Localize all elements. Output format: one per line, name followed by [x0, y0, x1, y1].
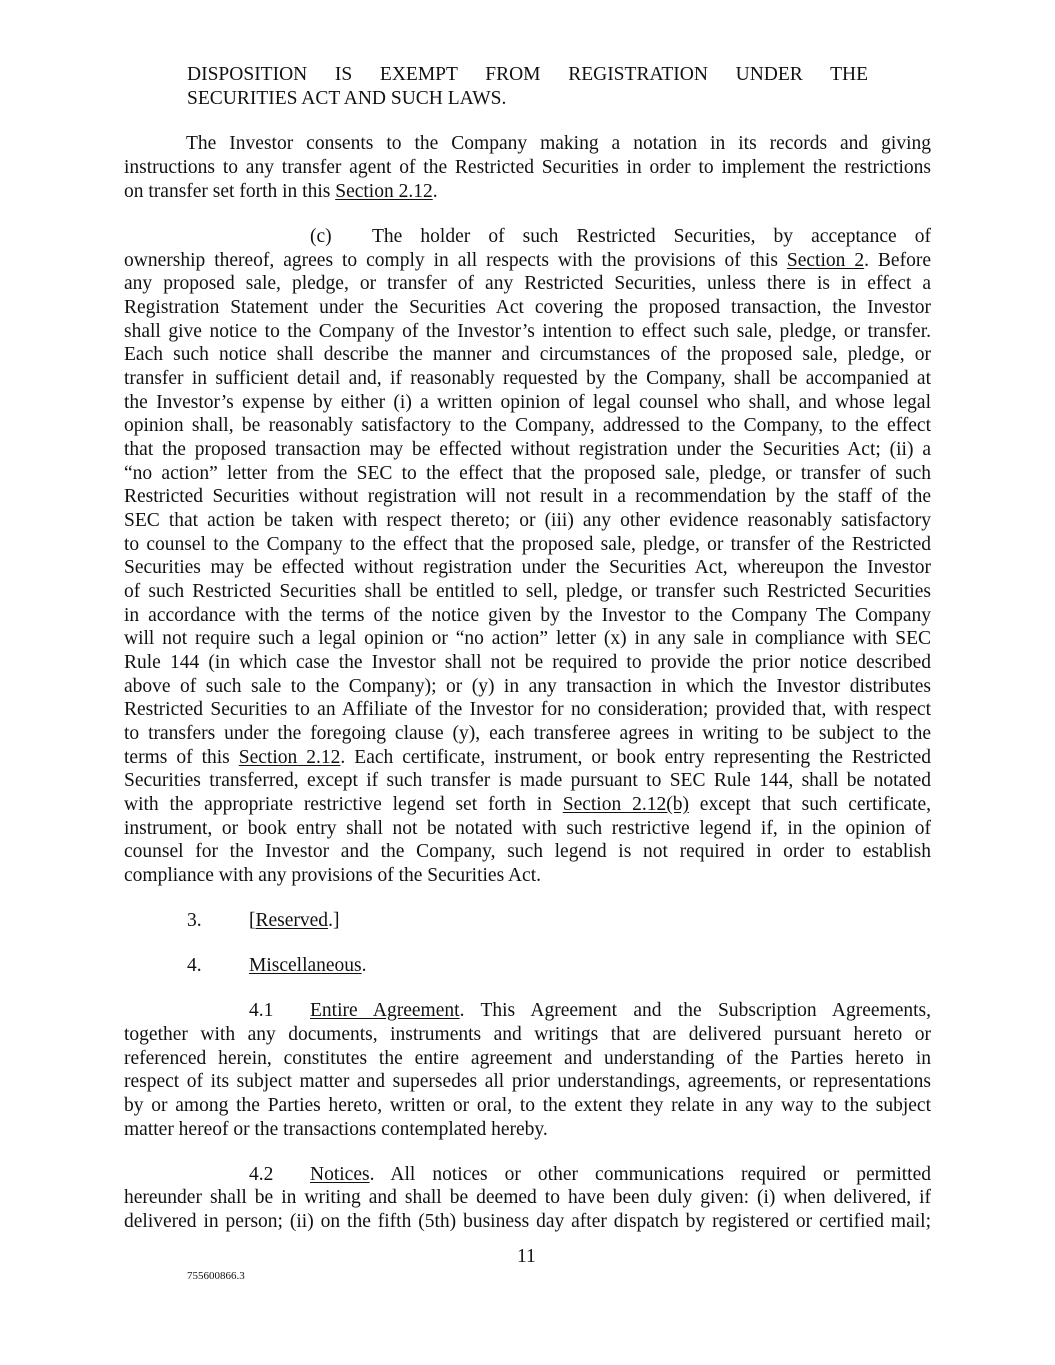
section-4-1-title: Entire Agreement	[310, 1000, 460, 1021]
section-reference-link[interactable]: Section 2	[786, 250, 865, 271]
section-4-2-number: 4.2	[249, 1164, 274, 1185]
consent-paragraph-line: instructions to any transfer agent of the Restricted Securities in order to implement the restrictions	[124, 157, 931, 178]
section-c-line: in accordance with the terms of the notice given by the Investor to the Company The Company	[124, 605, 931, 626]
section-4-2-title: Notices	[310, 1164, 370, 1185]
section-c-line: Restricted Securities without registration will not result in a recommendation by the staff of the	[124, 486, 931, 507]
section-c-line: Restricted Securities to an Affiliate of the Investor for no consideration; provided that, with respect	[124, 699, 931, 720]
section-c-line: Securities may be effected without registration under the Securities Act, whereupon the Investor	[124, 557, 931, 578]
legend-line: DISPOSITION IS EXEMPT FROM REGISTRATION UNDER THE	[187, 64, 868, 85]
page-number: 11	[517, 1246, 536, 1267]
section-reference-link[interactable]: Section 2.12	[238, 747, 341, 768]
section-4-2-line: hereunder shall be in writing and shall be deemed to have been duly given: (i) when delivered, if	[124, 1187, 931, 1208]
section-c-line: opinion shall, be reasonably satisfactory to the Company, addressed to the Company, to the effect	[124, 415, 931, 436]
section-4-1-line: Entire Agreement. This Agreement and the Subscription Agreements,	[310, 1000, 931, 1021]
section-4-1-line: respect of its subject matter and supersedes all prior understandings, agreements, or representations	[124, 1071, 931, 1092]
section-4-1-line: referenced herein, constitutes the entire agreement and understanding of the Parties hereto in	[124, 1048, 931, 1069]
section-c-line: SEC that action be taken with respect thereto; or (iii) any other evidence reasonably satisfactory	[124, 510, 931, 531]
section-c-line: will not require such a legal opinion or “no action” letter (x) in any sale in compliance with SEC	[124, 628, 931, 649]
section-4-1-line: by or among the Parties hereto, written or oral, to the extent they relate in any way to the subject	[124, 1095, 931, 1116]
section-c-line: instrument, or book entry shall not be notated with such restrictive legend if, in the opinion of	[124, 818, 931, 839]
legend-line: SECURITIES ACT AND SUCH LAWS.	[187, 88, 507, 109]
section-c-line: that the proposed transaction may be effected without registration under the Securities Act; (ii) a	[124, 439, 931, 460]
section-c-line: to transfers under the foregoing clause (y), each transferee agrees in writing to be subject to the	[124, 723, 931, 744]
document-id: 755600866.3	[187, 1270, 245, 1282]
section-4-heading: Miscellaneous.	[249, 955, 367, 976]
section-c-line: terms of this Section 2.12. Each certificate, instrument, or book entry representing the Restricted	[124, 747, 931, 768]
section-c-line: to counsel to the Company to the effect that the proposed sale, pledge, or transfer of the Restricted	[124, 534, 931, 555]
section-c-line: above of such sale to the Company); or (y) in any transaction in which the Investor distributes	[124, 676, 931, 697]
section-3-title: Reserved	[255, 910, 329, 931]
section-reference-link[interactable]: Section 2.12	[335, 181, 433, 202]
section-3-heading: [Reserved.]	[249, 910, 340, 931]
section-c-line: compliance with any provisions of the Securities Act.	[124, 865, 541, 886]
section-c-line: counsel for the Investor and the Company, such legend is not required in order to establish	[124, 841, 931, 862]
section-c-line: transfer in sufficient detail and, if reasonably requested by the Company, shall be accompanied at	[124, 368, 931, 389]
section-c-line: Securities transferred, except if such transfer is made pursuant to SEC Rule 144, shall be notated	[124, 770, 931, 791]
section-4-2-line: delivered in person; (ii) on the fifth (5th) business day after dispatch by registered or certified mail;	[124, 1211, 931, 1232]
section-c-label: (c)	[310, 226, 332, 247]
section-4-number: 4.	[187, 955, 202, 976]
section-c-line: Each such notice shall describe the manner and circumstances of the proposed sale, pledge, or	[124, 344, 931, 365]
section-c-line: Registration Statement under the Securities Act covering the proposed transaction, the Investor	[124, 297, 931, 318]
section-4-title: Miscellaneous	[249, 955, 362, 976]
consent-paragraph-line: The Investor consents to the Company making a notation in its records and giving	[186, 133, 931, 154]
section-c-line: the Investor’s expense by either (i) a written opinion of legal counsel who shall, and whose legal	[124, 392, 931, 413]
section-c-line: of such Restricted Securities shall be entitled to sell, pledge, or transfer such Restricted Securities	[124, 581, 931, 602]
section-c-line: any proposed sale, pledge, or transfer of any Restricted Securities, unless there is in effect a	[124, 273, 931, 294]
section-3-number: 3.	[187, 910, 202, 931]
section-reference-link[interactable]: Section 2.12(b)	[562, 794, 689, 815]
section-4-1-line: together with any documents, instruments and writings that are delivered pursuant hereto or	[124, 1024, 931, 1045]
section-c-line: shall give notice to the Company of the Investor’s intention to effect such sale, pledge, or transfer.	[124, 321, 931, 342]
section-c-line: The holder of such Restricted Securities, by acceptance of	[372, 226, 931, 247]
consent-paragraph-line: on transfer set forth in this Section 2.12.	[124, 181, 438, 202]
section-c-line: with the appropriate restrictive legend set forth in Section 2.12(b) except that such certificate,	[124, 794, 931, 815]
section-c-line: “no action” letter from the SEC to the effect that the proposed sale, pledge, or transfer of such	[124, 463, 931, 484]
section-4-1-line: matter hereof or the transactions contemplated hereby.	[124, 1119, 548, 1140]
section-c-line: Rule 144 (in which case the Investor shall not be required to provide the prior notice described	[124, 652, 931, 673]
section-4-1-number: 4.1	[249, 1000, 274, 1021]
section-c-line: ownership thereof, agrees to comply in all respects with the provisions of this Section 2. Before	[124, 250, 931, 271]
section-4-2-line: Notices. All notices or other communications required or permitted	[310, 1164, 931, 1185]
